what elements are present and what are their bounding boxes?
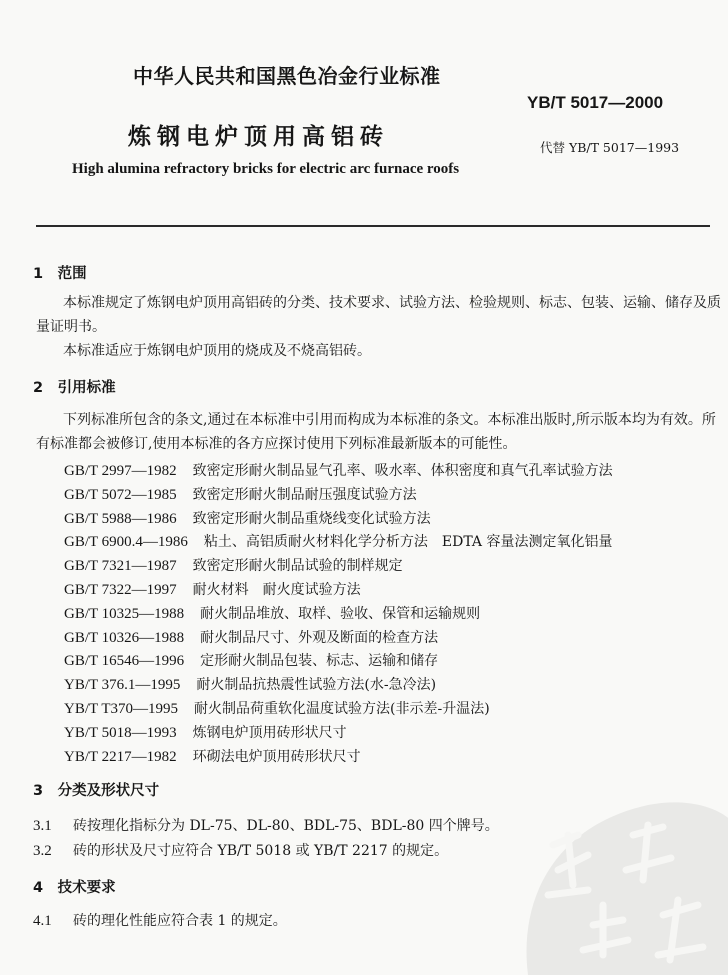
reference-title: 定形耐火制品包装、标志、运输和储存	[200, 653, 439, 670]
reference-item	[64, 531, 613, 555]
reference-item	[64, 508, 613, 532]
clause-4-1	[33, 910, 287, 930]
clause-number: 3.1	[33, 818, 52, 834]
reference-item	[64, 698, 613, 722]
reference-title: 致密定形耐火制品耐压强度试验方法	[192, 486, 417, 503]
reference-code: GB/T 2997—1982	[64, 463, 177, 479]
reference-title: 环砌法电炉顶用砖形状尺寸	[192, 748, 361, 765]
reference-title: 炼钢电炉顶用砖形状尺寸	[192, 724, 347, 741]
reference-title: 耐火制品荷重软化温度试验方法(非示差-升温法)	[194, 700, 490, 717]
reference-title: 致密定形耐火制品显气孔率、吸水率、体积密度和真气孔率试验方法	[192, 463, 613, 479]
reference-code: YB/T T370—1995	[64, 700, 179, 717]
section-4-heading: 4 技术要求	[33, 880, 116, 896]
section-1-heading: 1 范围	[33, 266, 87, 282]
replaces-standard: 代替 YB/T 5017—1993	[540, 140, 680, 155]
standard-title-en: High alumina refractory bricks for electric arc furnace roofs	[72, 161, 460, 177]
reference-code: GB/T 5988—1986	[64, 510, 177, 527]
section-1-paragraph-2: 本标准适应于炼钢电炉顶用的烧成及不烧高铝砖。	[63, 343, 371, 359]
reference-title: 耐火制品堆放、取样、验收、保管和运输规则	[200, 605, 481, 622]
reference-item	[64, 650, 613, 674]
reference-title: 致密定形耐火制品试验的制样规定	[192, 558, 403, 575]
section-2-intro: 下列标准所包含的条文,通过在本标准中引用而构成为本标准的条文。本标准出版时,所示版本均为有效。所有标准都会被修订,使用本标准的各方应探讨使用下列标准最新版本的可能性。	[36, 412, 716, 452]
document-header-title: 中华人民共和国黑色冶金行业标准	[133, 64, 441, 88]
standard-title-cn: 炼钢电炉顶用高铝砖	[128, 124, 389, 150]
clause-number: 4.1	[33, 913, 52, 929]
clause-3-1	[33, 815, 499, 835]
reference-list	[64, 460, 613, 769]
reference-item	[64, 674, 613, 698]
reference-item	[64, 746, 613, 770]
reference-code: YB/T 376.1—1995	[64, 677, 181, 694]
reference-title: 耐火制品尺寸、外观及断面的检查方法	[200, 629, 439, 646]
reference-code: GB/T 5072—1985	[64, 486, 177, 503]
reference-code: GB/T 6900.4—1986	[64, 534, 188, 551]
reference-item	[64, 627, 613, 651]
standard-code: YB/T 5017—2000	[527, 93, 664, 112]
clause-3-2	[33, 840, 448, 860]
section-1-paragraph-1: 本标准规定了炼钢电炉顶用高铝砖的分类、技术要求、试验方法、检验规则、标志、包装、运输、储存及质量证明书。	[36, 295, 721, 335]
reference-code: YB/T 5018—1993	[64, 724, 177, 741]
clause-number: 3.2	[33, 843, 52, 859]
clause-text: 砖的理化性能应符合表 1 的规定。	[73, 913, 287, 929]
reference-item	[64, 722, 613, 746]
clause-text: 砖的形状及尺寸应符合 YB/T 5018 或 YB/T 2217 的规定。	[73, 843, 449, 859]
reference-title: 粘土、高铝质耐火材料化学分析方法 EDTA 容量法测定氧化铝量	[203, 534, 613, 551]
reference-item	[64, 484, 613, 508]
reference-code: YB/T 2217—1982	[64, 748, 177, 765]
reference-item	[64, 579, 613, 603]
reference-item	[64, 555, 613, 579]
section-3-heading: 3 分类及形状尺寸	[33, 783, 160, 799]
reference-item	[64, 603, 613, 627]
reference-item	[64, 460, 613, 484]
header-divider	[36, 225, 710, 227]
reference-code: GB/T 10325—1988	[64, 605, 185, 622]
reference-code: GB/T 7322—1997	[64, 581, 177, 598]
clause-text: 砖按理化指标分为 DL-75、DL-80、BDL-75、BDL-80 四个牌号。	[73, 818, 499, 834]
seal-watermark	[498, 775, 728, 975]
reference-title: 致密定形耐火制品重烧线变化试验方法	[192, 510, 431, 527]
reference-code: GB/T 16546—1996	[64, 653, 185, 670]
reference-title: 耐火材料 耐火度试验方法	[192, 581, 361, 598]
reference-code: GB/T 7321—1987	[64, 558, 177, 575]
reference-title: 耐火制品抗热震性试验方法(水-急冷法)	[196, 677, 437, 694]
reference-code: GB/T 10326—1988	[64, 629, 185, 646]
section-2-heading: 2 引用标准	[33, 380, 116, 396]
